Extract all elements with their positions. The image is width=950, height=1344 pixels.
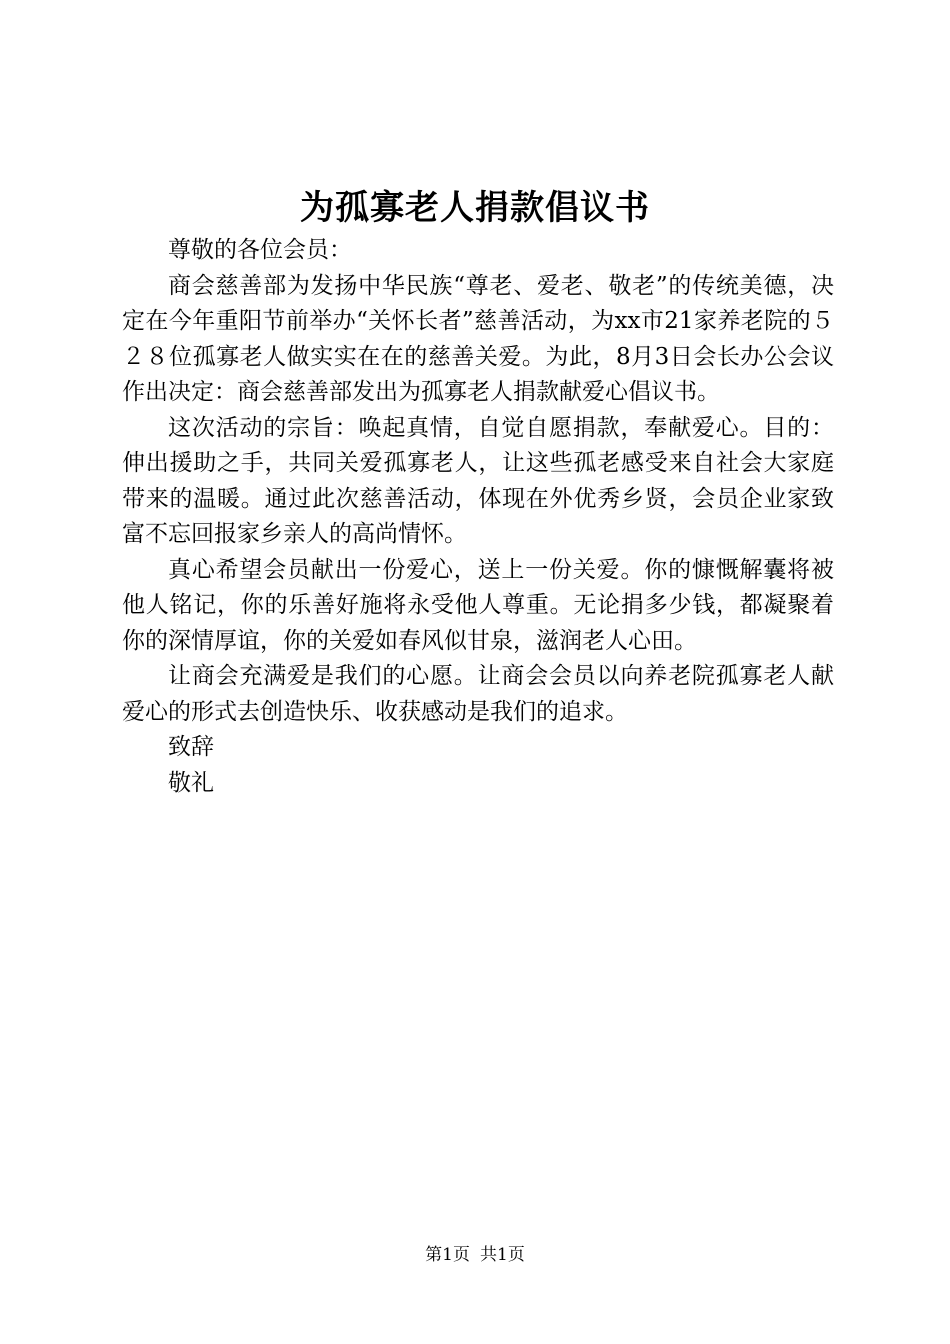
paragraph-wish: 让商会充满爱是我们的心愿。让商会会员以向养老院孤寡老人献爱心的形式去创造快乐、收获感动是我们的追求。	[122, 663, 834, 725]
document-title: 为孤寡老人捐款倡议书	[300, 188, 650, 228]
page-number: 第1页	[425, 1245, 470, 1265]
paragraph-intro: 商会慈善部为发扬中华民族“尊老、爱老、敬老”的传统美德，决定在今年重阳节前举办“关怀长者”慈善活动，为xx市21家养老院的５２８位孤寡老人做实实在在的慈善关爱。为此，8月3日会长办公会议作出决定：商会慈善部发出为孤寡老人捐款献爱心倡议书。	[122, 272, 834, 405]
salutation: 尊敬的各位会员：	[168, 237, 352, 263]
page-total: 共1页	[480, 1245, 525, 1265]
document-body	[122, 233, 834, 801]
closing-line: 致辞	[168, 734, 214, 760]
paragraph-purpose: 这次活动的宗旨：唤起真情，自觉自愿捐款，奉献爱心。目的：伸出援助之手，共同关爱孤寡老人，让这些孤老感受来自社会大家庭带来的温暖。通过此次慈善活动，体现在外优秀乡贤，会员企业家致富不忘回报家乡亲人的高尚情怀。	[122, 414, 834, 547]
paragraph-appeal: 真心希望会员献出一份爱心，送上一份关爱。你的慷慨解囊将被他人铭记，你的乐善好施将永受他人尊重。无论捐多少钱，都凝聚着你的深情厚谊，你的关爱如春风似甘泉，滋润老人心田。	[122, 556, 834, 654]
closing-regards: 敬礼	[168, 769, 214, 796]
page-footer	[0, 1243, 950, 1267]
